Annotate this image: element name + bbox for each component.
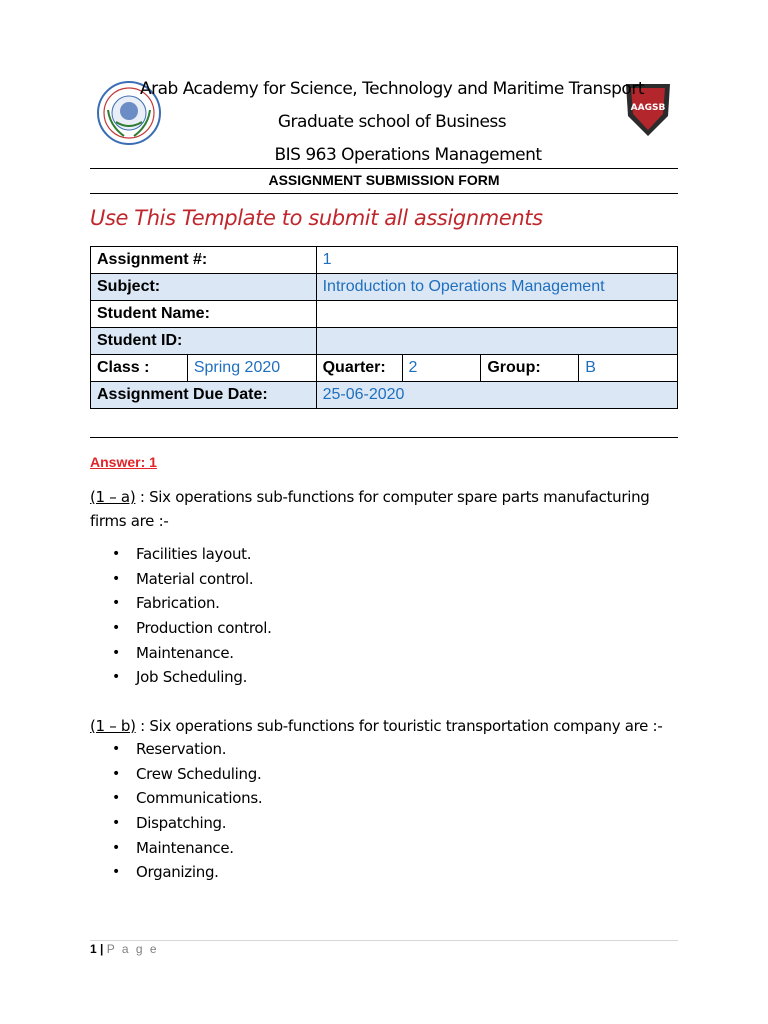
- list-item: • Crew Scheduling.: [112, 762, 262, 787]
- subject-label: Subject:: [91, 274, 317, 301]
- part-b-list: [112, 737, 262, 885]
- row-assignment: [91, 247, 678, 274]
- student-id-value: [316, 328, 677, 355]
- list-item: • Communications.: [112, 786, 262, 811]
- row-class: [91, 355, 678, 382]
- student-name-value: [316, 301, 677, 328]
- group-value: B: [579, 355, 678, 382]
- list-item: • Fabrication.: [112, 591, 272, 616]
- list-item: • Production control.: [112, 616, 272, 641]
- list-item: • Job Scheduling.: [112, 665, 272, 690]
- footer-rule: [90, 940, 678, 941]
- group-label: Group:: [481, 355, 579, 382]
- header-rule-top: [90, 168, 678, 169]
- subject-value: Introduction to Operations Management: [316, 274, 677, 301]
- student-id-label: Student ID:: [91, 328, 317, 355]
- student-name-label: Student Name:: [91, 301, 317, 328]
- row-student-name: [91, 301, 678, 328]
- school-name: Graduate school of Business: [277, 112, 507, 132]
- class-value: Spring 2020: [187, 355, 316, 382]
- page-number: 1: [90, 942, 97, 956]
- list-item: • Reservation.: [112, 737, 262, 762]
- quarter-value: 2: [402, 355, 481, 382]
- list-item: • Dispatching.: [112, 811, 262, 836]
- part-b-intro: [90, 714, 680, 738]
- aagsb-logo-text: AAGSB: [630, 103, 666, 113]
- row-due-date: [91, 382, 678, 409]
- class-label: Class :: [91, 355, 188, 382]
- template-note: Use This Template to submit all assignments: [90, 206, 543, 230]
- list-item: • Maintenance.: [112, 641, 272, 666]
- row-subject: [91, 274, 678, 301]
- due-date-label: Assignment Due Date:: [91, 382, 317, 409]
- list-item: • Organizing.: [112, 860, 262, 885]
- list-item: • Material control.: [112, 567, 272, 592]
- due-date-value: 25-06-2020: [316, 382, 677, 409]
- part-b-tag: (1 – b): [90, 717, 136, 735]
- part-a-text: : Six operations sub-functions for computer spare parts manufacturing firms are :-: [90, 488, 650, 530]
- assignment-info-table: [90, 246, 678, 409]
- page-separator: |: [96, 942, 107, 956]
- page-footer: [90, 942, 159, 956]
- part-a-tag: (1 – a): [90, 488, 136, 506]
- course-name: BIS 963 Operations Management: [274, 145, 542, 165]
- assignment-value: 1: [316, 247, 677, 274]
- part-a-list: [112, 542, 272, 690]
- form-title: ASSIGNMENT SUBMISSION FORM: [268, 172, 500, 188]
- answer-heading: Answer: 1: [90, 454, 157, 470]
- list-item: • Maintenance.: [112, 836, 262, 861]
- header-rule-bottom: [90, 193, 678, 194]
- list-item: • Facilities layout.: [112, 542, 272, 567]
- section-divider: [90, 437, 678, 438]
- part-b-text: : Six operations sub-functions for touristic transportation company are :-: [135, 717, 663, 735]
- page-label: P a g e: [106, 942, 159, 956]
- assignment-label: Assignment #:: [91, 247, 317, 274]
- row-student-id: [91, 328, 678, 355]
- quarter-label: Quarter:: [316, 355, 402, 382]
- university-name: Arab Academy for Science, Technology and Maritime Transport: [140, 79, 644, 99]
- part-a-intro: [90, 485, 680, 533]
